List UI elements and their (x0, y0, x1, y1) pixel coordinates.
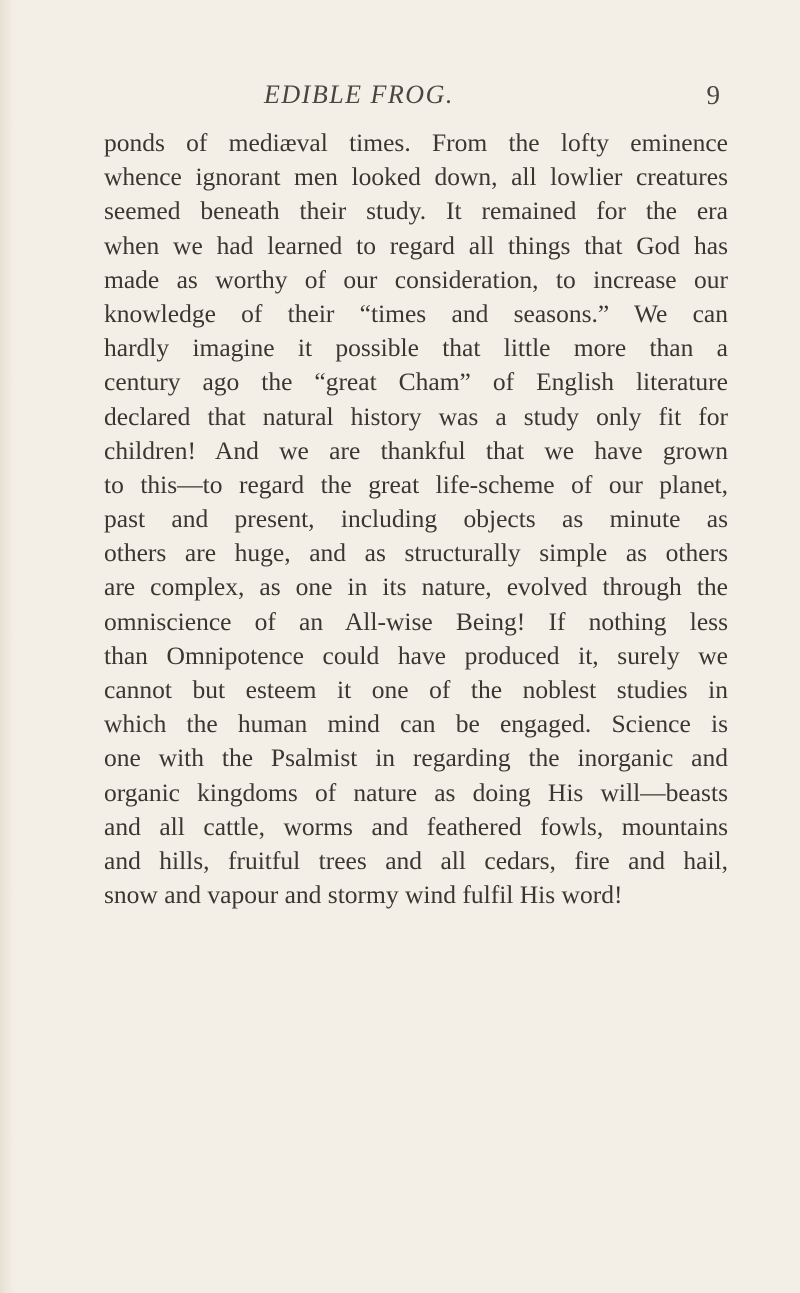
text-line: century ago the “great Cham” of English literature (104, 367, 728, 397)
text-line: made as worthy of our consideration, to increase our (104, 264, 728, 294)
text-line: to this—to regard the great life-scheme of our planet, (104, 469, 728, 499)
text-line: hardly imagine it possible that little more than a (104, 333, 728, 363)
text-line: than Omnipotence could have produced it, surely we (104, 640, 728, 670)
running-head (264, 80, 720, 114)
text-line: declared that natural history was a study only fit for (104, 401, 728, 431)
text-line: which the human mind can be engaged. Science is (104, 709, 728, 739)
text-line: are complex, as one in its nature, evolved through the (104, 572, 728, 602)
text-line: and all cattle, worms and feathered fowls, mountains (104, 811, 728, 841)
text-line: knowledge of their “times and seasons.” We can (104, 298, 728, 328)
running-title: EDIBLE FROG. (264, 80, 454, 109)
text-line: past and present, including objects as minute as (104, 504, 728, 534)
text-line: one with the Psalmist in regarding the inorganic and (104, 743, 728, 773)
text-line: whence ignorant men looked down, all lowlier creatures (104, 162, 728, 192)
text-line: organic kingdoms of nature as doing His will—beasts (104, 777, 728, 807)
text-line: children! And we are thankful that we have grown (104, 435, 728, 465)
text-line: cannot but esteem it one of the noblest studies in (104, 675, 728, 704)
text-line: omniscience of an All-wise Being! If nothing less (104, 606, 728, 636)
text-line: when we had learned to regard all things that God has (104, 230, 728, 260)
text-line: ponds of mediæval times. From the lofty eminence (104, 128, 728, 157)
page-gutter-shadow (0, 0, 14, 1293)
body-paragraph (104, 126, 728, 912)
text-line: snow and vapour and stormy wind fulfil His word! (104, 880, 623, 910)
text-line: seemed beneath their study. It remained for the era (104, 196, 728, 226)
page-number: 9 (706, 80, 720, 110)
text-line: and hills, fruitful trees and all cedars, fire and hail, (104, 845, 728, 875)
text-line: others are huge, and as structurally simple as others (104, 538, 728, 568)
